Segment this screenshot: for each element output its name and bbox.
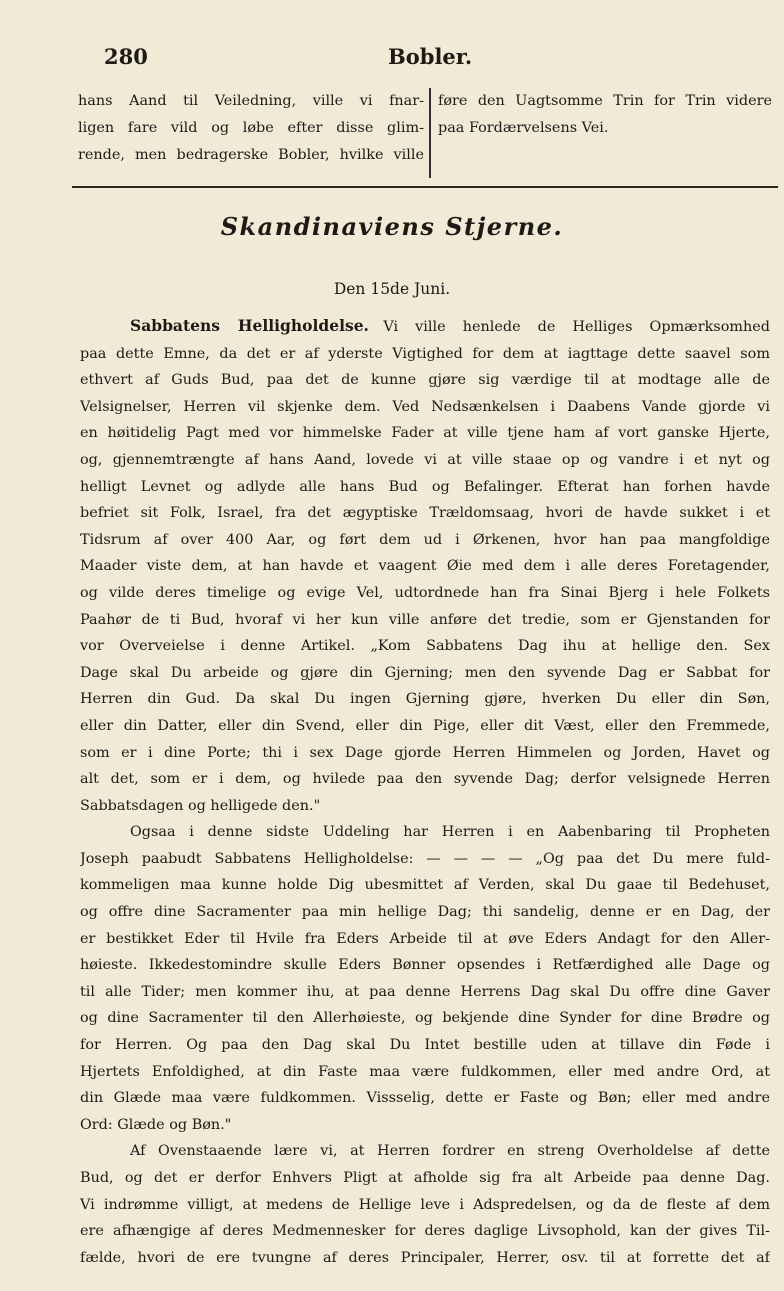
text-line: ere afhængige af deres Medmennesker for deres daglige Livsophold, kan der gives Til- [80, 1223, 770, 1240]
text-line: vor Overveielse i denne Artikel. „Kom Sabbatens Dag ihu at hellige den. Sex [80, 638, 770, 655]
text-line: og dine Sacramenter til den Allerhøieste, og bekjende dine Synder for dine Brødre og [80, 1010, 770, 1027]
text-line: hans Aand til Veiledning, ville vi fnar- [78, 93, 424, 109]
page-number: 280 [104, 44, 148, 69]
text-line: for Herren. Og paa den Dag skal Du Intet bestille uden at tillave din Føde i [80, 1037, 770, 1054]
text-line: Tidsrum af over 400 Aar, og ført dem ud i Ørkenen, hvor han paa mangfoldige [80, 531, 770, 548]
text-line: Bud, og det er derfor Enhvers Pligt at afholde sig fra alt Arbeide paa denne Dag. [80, 1170, 770, 1186]
text-line: Dage skal Du arbeide og gjøre din Gjerning; men den syvende Dag er Sabbat for [80, 664, 770, 681]
text-line: kommeligen maa kunne holde Dig ubesmittet af Verden, skal Du gaae til Bedehuset, [80, 877, 770, 894]
text-line: Maader viste dem, at han havde et vaagent Øie med dem i alle deres Foretagender, [80, 558, 770, 575]
text-line: Af Ovenstaaende lære vi, at Herren fordrer en streng Overholdelse af dette [130, 1143, 770, 1160]
text-line: som er i dine Porte; thi i sex Dage gjorde Herren Himmelen og Jorden, Havet og [80, 744, 770, 761]
text-line: høieste. Ikkedestomindre skulle Eders Bønner opsendes i Retfærdighed alle Dage og [80, 957, 770, 974]
text-line: til alle Tider; men kommer ihu, at paa denne Herrens Dag skal Du offre dine Gaver [80, 983, 770, 1000]
text-line: paa Fordærvelsens Vei. [438, 120, 609, 136]
text-line-content: Vi ville henlede de Helliges Opmærksomhed [383, 319, 770, 335]
date-line: Den 15de Juni. [333, 280, 451, 298]
text-line: føre den Uagtsomme Trin for Trin videre [438, 93, 772, 109]
running-title: Bobler. [388, 44, 473, 69]
page-header [0, 40, 784, 76]
column-divider [429, 88, 431, 178]
text-line: er bestikket Eder til Hvile fra Eders Arbeide til at øve Eders Andagt for den Aller- [80, 930, 770, 947]
section-divider [72, 186, 778, 188]
text-line: og offre dine Sacramenter paa min hellige Dag; thi sandelig, denne er en Dag, der [80, 904, 770, 921]
text-line: ligen fare vild og løbe efter disse glim- [78, 120, 424, 136]
text-line: befriet sit Folk, Israel, fra det ægyptiske Trældomsaag, hvori de havde sukket i et [80, 505, 770, 522]
text-line: Hjertets Enfoldighed, at din Faste maa være fuldkommen, eller med andre Ord, at [80, 1063, 770, 1080]
lead-heading: Sabbatens Helligholdelse. [130, 316, 369, 335]
text-line: Paahør de ti Bud, hvoraf vi her kun ville anføre det tredie, som er Gjenstanden for [80, 611, 770, 628]
text-line: rende, men bedragerske Bobler, hvilke ville [78, 147, 424, 163]
text-line: og, gjennemtrængte af hans Aand, lovede vi at ville staae op og vandre i et nyt og [80, 451, 770, 468]
two-column-text [78, 88, 772, 180]
text-line: Sabbatsdagen og helligede den." [80, 797, 321, 814]
text-line: paa dette Emne, da det er af yderste Vigtighed for dem at iagttage dette saavel som [80, 345, 770, 362]
article-body [80, 313, 770, 1271]
text-line: og vilde deres timelige og evige Vel, udtordnede han fra Sinai Bjerg i hele Folkets [80, 584, 770, 601]
text-line: fælde, hvori de ere tvungne af deres Principaler, Herrer, osv. til at forrette det af [80, 1249, 770, 1266]
text-line [80, 313, 770, 341]
right-column [438, 88, 772, 142]
text-line: en høitidelig Pagt med vor himmelske Fader at ville tjene ham af vort ganske Hjerte, [80, 425, 770, 442]
text-line: alt det, som er i dem, og hvilede paa den syvende Dag; derfor velsignede Herren [80, 771, 770, 788]
text-line: Velsignelser, Herren vil skjenke dem. Ved Nedsænkelsen i Daabens Vande gjorde vi [80, 398, 770, 415]
text-line: Joseph paabudt Sabbatens Helligholdelse: — — — — „Og paa det Du mere fuld- [80, 850, 770, 867]
text-line: eller din Datter, eller din Svend, eller din Pige, eller dit Væst, eller den Fremmede, [80, 717, 770, 734]
text-line: Ogsaa i denne sidste Uddeling har Herren i en Aabenbaring til Propheten [130, 824, 770, 841]
text-line: Ord: Glæde og Bøn." [80, 1116, 232, 1133]
text-line: Vi indrømme villigt, at medens de Hellige leve i Adspredelsen, og da de fleste af dem [80, 1196, 770, 1213]
text-line: helligt Levnet og adlyde alle hans Bud og Befalinger. Efterat han forhen havde [80, 478, 770, 495]
text-line: din Glæde maa være fuldkommen. Vissselig, dette er Faste og Bøn; eller med andre [80, 1090, 770, 1107]
section-title: Skandinaviens Stjerne. [220, 212, 564, 241]
left-column [78, 88, 424, 169]
text-line: Herren din Gud. Da skal Du ingen Gjerning gjøre, hverken Du eller din Søn, [80, 691, 770, 708]
text-line: ethvert af Guds Bud, paa det de kunne gjøre sig værdige til at modtage alle de [80, 372, 770, 389]
